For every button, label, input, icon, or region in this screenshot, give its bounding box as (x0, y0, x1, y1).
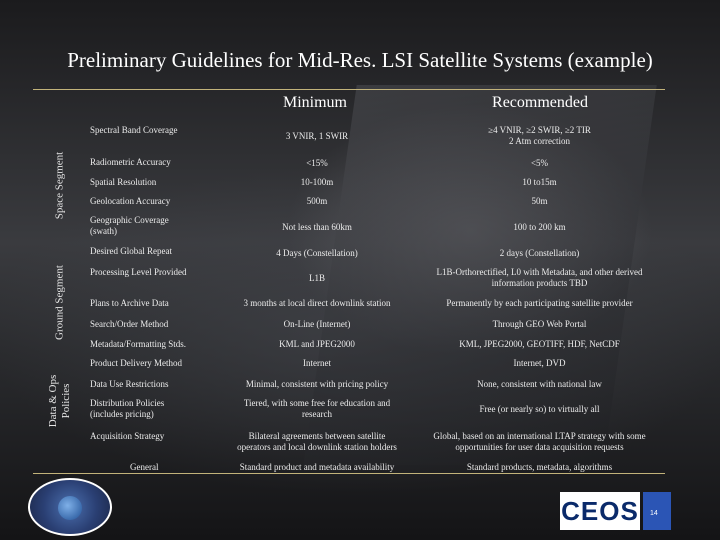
row-minimum: 10-100m (300, 177, 334, 187)
earth-icon (58, 496, 82, 520)
row-minimum: Tiered, with some free for education and research (243, 398, 391, 419)
row-minimum: L1B (308, 273, 325, 283)
row-label: Spectral Band Coverage (90, 125, 178, 135)
row-minimum: <15% (306, 158, 328, 168)
row-recommended: ≥4 VNIR, ≥2 SWIR, ≥2 TIR 2 Atm correction (488, 125, 591, 146)
row-recommended: 50m (531, 196, 548, 206)
row-recommended: L1B-Orthorectified, L0 with Metadata, and other derived information products TBD (436, 267, 643, 288)
page-number: 14 (650, 510, 658, 517)
title-rule (33, 89, 665, 90)
row-minimum: 4 Days (Constellation) (276, 248, 358, 258)
row-minimum: On-Line (Internet) (283, 319, 351, 329)
data-ops-policies-label: Data & Ops Policies (47, 374, 72, 428)
space-segment-label: Space Segment (53, 151, 66, 220)
minimum-column-header: Minimum (282, 94, 347, 111)
row-label: Data Use Restrictions (90, 379, 169, 389)
row-label: Desired Global Repeat (90, 246, 172, 256)
row-recommended: Through GEO Web Portal (492, 319, 587, 329)
row-recommended: Global, based on an international LTAP strategy with some opportunities for user data acquisition requests (433, 431, 646, 452)
row-minimum: Internet (303, 358, 331, 368)
row-minimum: Bilateral agreements between satellite operators and local downlink station holders (237, 431, 397, 452)
row-label: Product Delivery Method (90, 358, 182, 368)
row-recommended: Free (or nearly so) to virtually all (479, 404, 600, 414)
row-recommended: Permanently by each participating satellite provider (446, 298, 633, 308)
row-label: Radiometric Accuracy (90, 157, 171, 167)
row-label: Spatial Resolution (90, 177, 157, 187)
row-recommended: Internet, DVD (513, 358, 566, 368)
row-label: Acquisition Strategy (90, 431, 165, 441)
row-minimum: Minimal, consistent with pricing policy (245, 379, 389, 389)
row-recommended: KML, JPEG2000, GEOTIFF, HDF, NetCDF (459, 339, 620, 349)
slide-title: Preliminary Guidelines for Mid-Res. LSI Satellite Systems (example) (67, 48, 653, 72)
row-label: Search/Order Method (90, 319, 169, 329)
row-label: Plans to Archive Data (90, 298, 169, 308)
row-minimum: 3 months at local direct downlink station (243, 298, 391, 308)
row-label: Distribution Policies (includes pricing) (90, 398, 165, 419)
row-minimum: Standard product and metadata availability (239, 462, 395, 472)
row-recommended: 100 to 200 km (513, 222, 566, 232)
ceos-logo: CEOS (560, 492, 640, 530)
row-minimum: Not less than 60km (282, 222, 352, 232)
row-recommended: <5% (530, 158, 549, 168)
row-minimum: 3 VNIR, 1 SWIR (285, 131, 349, 141)
global-land-logo (28, 478, 112, 536)
row-label: Geographic Coverage (swath) (90, 215, 169, 236)
recommended-column-header: Recommended (492, 94, 588, 111)
row-recommended: None, consistent with national law (477, 379, 602, 389)
row-label: Processing Level Provided (90, 267, 187, 277)
bottom-rule (33, 473, 665, 474)
row-minimum: KML and JPEG2000 (279, 339, 355, 349)
row-label: Metadata/Formatting Stds. (90, 339, 186, 349)
row-minimum: 500m (306, 196, 328, 206)
row-label: General (130, 462, 159, 472)
row-recommended: Standard products, metadata, algorithms (466, 462, 613, 472)
row-recommended: 10 to15m (522, 177, 557, 187)
ground-segment-label: Ground Segment (53, 265, 66, 340)
row-label: Geolocation Accuracy (90, 196, 171, 206)
row-recommended: 2 days (Constellation) (499, 248, 580, 258)
